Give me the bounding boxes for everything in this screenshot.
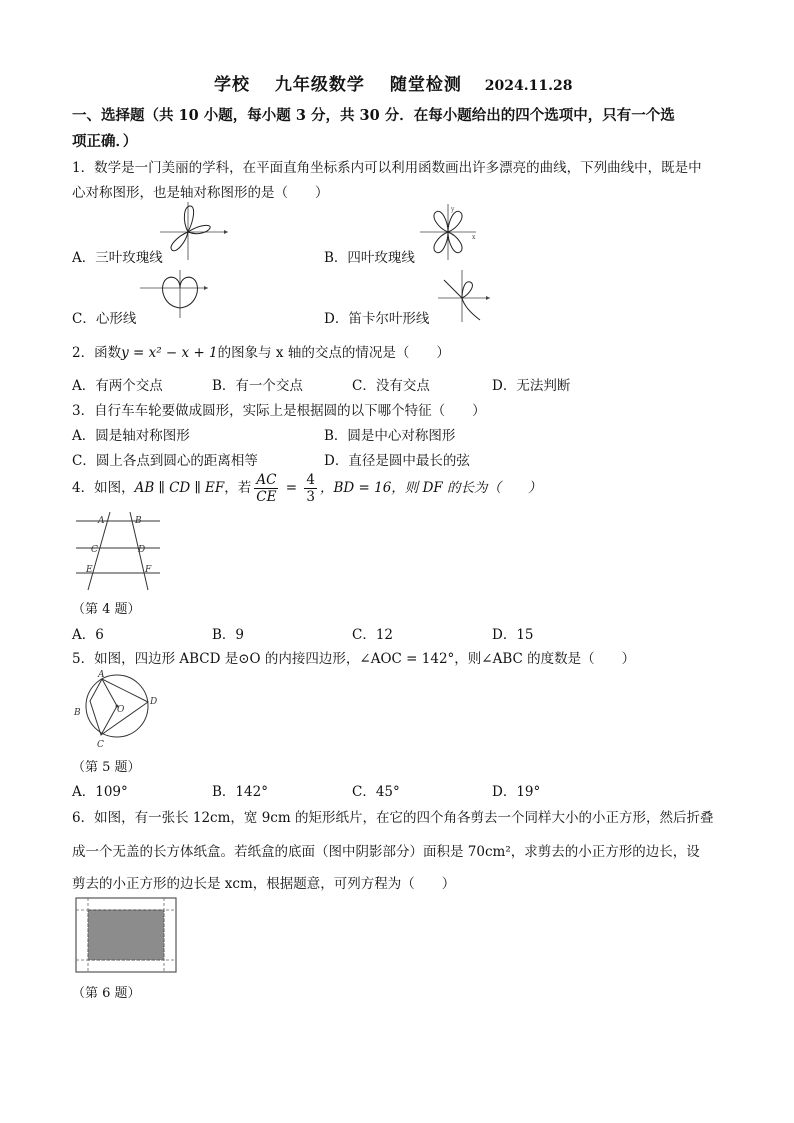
q4-option-d[interactable]: D．15 xyxy=(492,627,534,643)
q4-stem xyxy=(72,472,542,505)
q3-option-c[interactable]: C．圆上各点到圆心的距离相等 xyxy=(72,453,258,469)
q2-suffix: 的图象与 x 轴的交点的情况是（ ） xyxy=(217,345,450,361)
q4-value-fraction: $\frac{4}{3}$ xyxy=(306,472,315,505)
q4-label-d: D xyxy=(138,545,146,555)
q4-label-c: C xyxy=(91,545,98,555)
q4-option-a[interactable]: A．6 xyxy=(72,627,104,643)
four-leaf-rose-figure xyxy=(418,202,478,262)
svg-text:y: y xyxy=(451,206,455,213)
q4-parallel: AB ∥ CD ∥ EF xyxy=(134,480,225,496)
q4-option-b[interactable]: B．9 xyxy=(212,627,245,643)
q4-ruo: ，若 xyxy=(224,480,252,496)
q5-label-b: B xyxy=(74,708,81,718)
subject-label: 九年级数学 xyxy=(274,75,365,95)
q5-option-a[interactable]: A．109° xyxy=(72,784,128,800)
page-title xyxy=(214,70,572,95)
q1-option-d[interactable]: D．笛卡尔叶形线 xyxy=(324,311,430,327)
exam-date: 2024.11.28 xyxy=(484,78,573,94)
q3-option-b[interactable]: B．圆是中心对称图形 xyxy=(324,428,456,444)
q2-stem xyxy=(72,341,450,361)
q5-label-d: D xyxy=(150,697,158,707)
q2-option-d[interactable]: D．无法判断 xyxy=(492,378,571,394)
exam-label: 随堂检测 xyxy=(389,75,462,95)
svg-text:x: x xyxy=(472,234,476,241)
q6-line2: 成一个无盖的长方体纸盒。若纸盒的底面（图中阴影部分）面积是 70cm²，求剪去的小正方形的边长，设 xyxy=(72,844,700,860)
q4-label-b: B xyxy=(135,516,142,526)
q6-line1: 6．如图，有一张长 12cm，宽 9cm 的矩形纸片，在它的四个角各剪去一个同样大小的小正方形，然后折叠 xyxy=(72,810,714,826)
q4-ratio-fraction: $\frac{AC}{CE}$ xyxy=(256,472,277,505)
q3-stem: 3．自行车车轮要做成圆形，实际上是根据圆的以下哪个特征（ ） xyxy=(72,403,486,419)
three-leaf-rose-figure xyxy=(160,202,230,262)
q5-option-b[interactable]: B．142° xyxy=(212,784,268,800)
q4-prefix: 4．如图， xyxy=(72,480,135,496)
q5-stem: 5．如图，四边形 ABCD 是⊙O 的内接四边形，∠AOC = 142°，则∠ABC 的度数是（ ） xyxy=(72,651,636,667)
q3-option-a[interactable]: A．圆是轴对称图形 xyxy=(72,428,190,444)
q4-parallel-lines-figure xyxy=(74,512,162,592)
cardioid-figure xyxy=(140,270,210,320)
school-label: 学校 xyxy=(214,75,250,95)
q5-caption: （第 5 题） xyxy=(72,760,141,775)
q1-option-b[interactable]: B．四叶玫瑰线 xyxy=(324,250,415,266)
q4-equals: = xyxy=(281,480,302,496)
q4-label-f: F xyxy=(145,565,152,575)
q1-line1: 1．数学是一门美丽的学科，在平面直角坐标系内可以利用函数画出许多漂亮的曲线，下列曲线中，既是中 xyxy=(72,160,702,176)
q2-formula: y = x² − x + 1 xyxy=(121,345,218,361)
q2-option-c[interactable]: C．没有交点 xyxy=(352,378,430,394)
q2-prefix: 2．函数 xyxy=(72,345,122,361)
q4-option-c[interactable]: C．12 xyxy=(352,627,394,643)
q1-option-c[interactable]: C．心形线 xyxy=(72,311,137,327)
q5-inscribed-quadrilateral-figure xyxy=(72,668,160,750)
q5-label-a: A xyxy=(98,670,105,680)
q5-label-o: O xyxy=(117,705,125,715)
q4-label-e: E xyxy=(86,565,93,575)
q1-line2: 心对称图形，也是轴对称图形的是（ ） xyxy=(72,185,329,201)
q2-option-b[interactable]: B．有一个交点 xyxy=(212,378,303,394)
q5-option-d[interactable]: D．19° xyxy=(492,784,541,800)
q6-caption: （第 6 题） xyxy=(72,986,141,1001)
folium-figure xyxy=(436,268,492,324)
q5-option-c[interactable]: C．45° xyxy=(352,784,400,800)
q2-option-a[interactable]: A．有两个交点 xyxy=(72,378,163,394)
q5-label-c: C xyxy=(97,740,104,750)
q6-paper-box-figure xyxy=(74,896,178,974)
q4-label-a: A xyxy=(98,516,105,526)
q1-option-a[interactable]: A．三叶玫瑰线 xyxy=(72,250,163,266)
q4-caption: （第 4 题） xyxy=(72,602,141,617)
q4-bd: ，BD = 16，则 DF 的长为（ ） xyxy=(319,480,542,496)
q3-option-d[interactable]: D．直径是圆中最长的弦 xyxy=(324,453,470,469)
section1-line2: 项正确．） xyxy=(72,133,138,150)
q6-line3: 剪去的小正方形的边长是 xcm，根据题意，可列方程为（ ） xyxy=(72,876,456,892)
section1-line1: 一、选择题（共 10 小题，每小题 3 分，共 30 分．在每小题给出的四个选项中，只有一个选 xyxy=(72,107,675,124)
